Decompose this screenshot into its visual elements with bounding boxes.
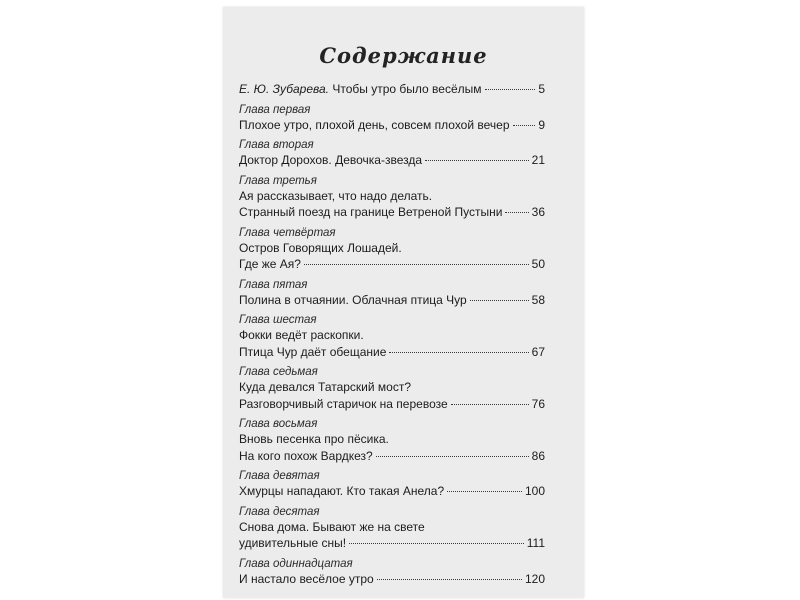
dot-leader: [349, 543, 524, 544]
toc-line: [239, 379, 545, 396]
toc-entry: [239, 557, 545, 588]
toc-line: [239, 431, 545, 448]
toc-entry: [239, 313, 545, 360]
toc-line: [239, 292, 545, 309]
toc-entry: [239, 103, 545, 134]
toc-line-text: Странный поезд на границе Ветреной Пустыни: [239, 205, 503, 219]
toc-entry: [239, 226, 545, 273]
toc-page-number: 58: [531, 292, 545, 307]
toc-line: [239, 448, 545, 465]
dot-leader: [376, 456, 529, 457]
chapter-label: Глава восьмая: [239, 418, 318, 430]
chapter-label: Глава вторая: [239, 139, 314, 151]
dot-leader: [447, 491, 522, 492]
toc-line: [239, 117, 545, 134]
toc-page-number: 111: [526, 536, 545, 550]
toc-line: [239, 240, 545, 257]
toc-line-text: Доктор Дорохов. Девочка-звезда: [239, 153, 423, 167]
toc-intro-author: Е. Ю. Зубарева.: [239, 82, 330, 96]
toc-entry: [239, 278, 545, 309]
toc-line: [239, 519, 545, 536]
toc-line: [239, 483, 545, 500]
dot-leader: [505, 212, 528, 213]
toc-line: [239, 396, 545, 413]
toc-line-text: удивительные сны!: [239, 536, 347, 550]
toc-entry: [239, 138, 545, 169]
dot-leader: [485, 89, 536, 90]
toc-line-text: Вновь песенка про пёсика.: [239, 432, 389, 446]
dot-leader: [377, 579, 522, 580]
toc-line-text: Полина в отчаянии. Облачная птица Чур: [239, 292, 467, 307]
toc-entry: [239, 174, 545, 221]
toc-line: [239, 327, 545, 344]
toc-page-number: 67: [531, 344, 545, 359]
chapter-label: Глава седьмая: [239, 366, 318, 378]
toc-page-number: 76: [531, 396, 545, 411]
toc-page-number: 100: [524, 484, 545, 498]
toc-line-text: Плохое утро, плохой день, совсем плохой вечер: [239, 117, 510, 132]
chapter-label: Глава девятая: [239, 470, 320, 482]
dot-leader: [389, 352, 528, 353]
toc-line: [239, 81, 545, 98]
page-title: Содержание: [319, 43, 488, 68]
toc-line-text: Снова дома. Бывают же на свете: [239, 519, 425, 534]
toc-line-text: Остров Говорящих Лошадей.: [239, 240, 402, 255]
toc-entry: [239, 469, 545, 500]
toc-line-text: И настало весёлое утро: [239, 571, 374, 586]
chapter-entries: [239, 103, 545, 588]
toc-page-number: 9: [538, 117, 545, 132]
toc-line-text: На кого похож Вардкез?: [239, 448, 373, 463]
book-page: [223, 7, 584, 598]
toc-entry: [239, 505, 545, 552]
chapter-label: Глава первая: [239, 103, 311, 116]
toc-line: [239, 256, 545, 273]
toc-line: [239, 204, 545, 221]
toc-page-number: 86: [531, 448, 545, 463]
dot-leader: [451, 404, 529, 405]
chapter-label: Глава шестая: [239, 314, 317, 326]
toc-line-text: Фокки ведёт раскопки.: [239, 328, 364, 342]
toc-list: [239, 81, 545, 587]
toc-line-text: Птица Чур даёт обещание: [239, 344, 387, 359]
toc-entry: [239, 417, 545, 464]
chapter-label: Глава пятая: [239, 278, 308, 291]
toc-line: [239, 535, 545, 552]
toc-page-number: 120: [524, 571, 545, 586]
toc-entry-intro: [239, 81, 545, 98]
toc-line-text: Где же Ая?: [239, 257, 301, 271]
toc-line-text: Хмурцы нападают. Кто такая Анела?: [239, 484, 445, 498]
toc-line-text: [239, 81, 482, 98]
toc-page-number: 36: [531, 205, 545, 219]
toc-entry: [239, 365, 545, 412]
toc-intro-title: Чтобы утро было весёлым: [329, 82, 482, 96]
toc-line: [239, 344, 545, 361]
toc-line-text: Ая рассказывает, что надо делать.: [239, 188, 433, 203]
toc-line: [239, 188, 545, 205]
dot-leader: [470, 300, 529, 301]
toc-line-text: Куда девался Татарский мост?: [239, 380, 412, 394]
dot-leader: [513, 125, 536, 126]
toc-line: [239, 152, 545, 169]
toc-line: [239, 571, 545, 588]
chapter-label: Глава четвёртая: [239, 226, 336, 239]
chapter-label: Глава десятая: [239, 505, 320, 518]
dot-leader: [304, 264, 529, 265]
chapter-label: Глава одиннадцатая: [239, 557, 353, 570]
toc-page-number: 5: [538, 82, 545, 96]
toc-page-number: 21: [531, 153, 545, 167]
toc-page-number: 50: [531, 257, 545, 271]
chapter-label: Глава третья: [239, 174, 317, 187]
toc-line-text: Разговорчивый старичок на перевозе: [239, 396, 448, 411]
dot-leader: [425, 160, 529, 161]
